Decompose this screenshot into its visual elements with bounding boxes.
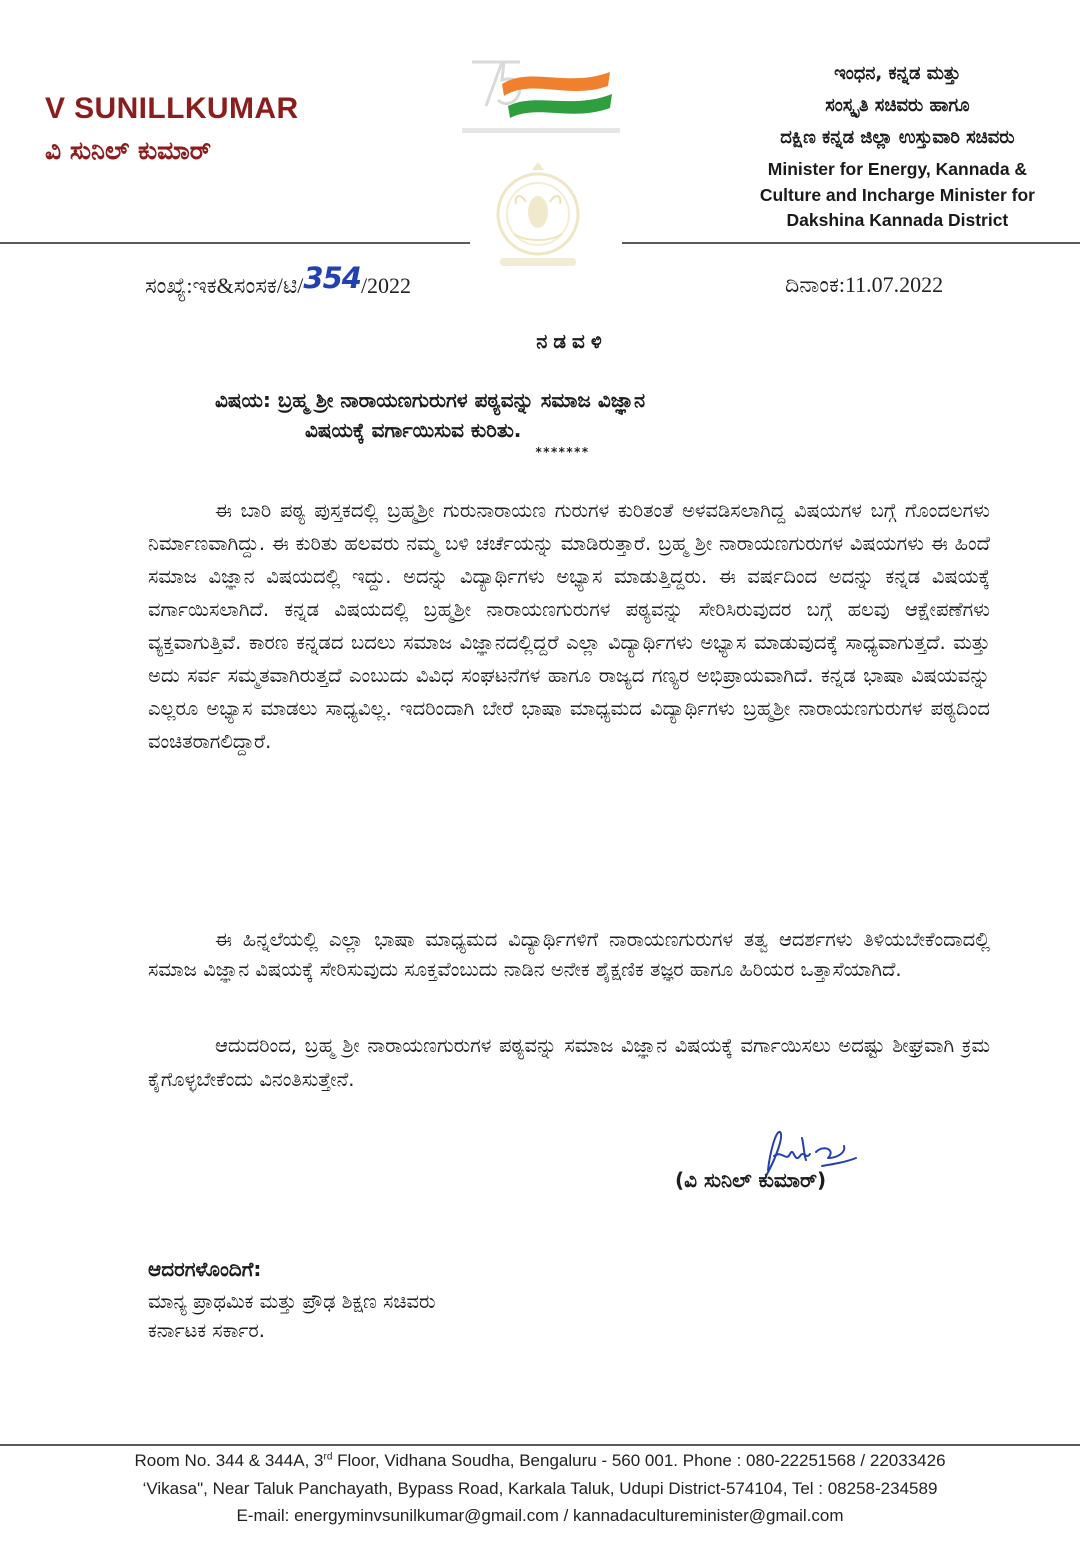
designation-kannada-line: ಇಂಧನ, ಕನ್ನಡ ಮತ್ತು [834,63,961,84]
flag-green-stroke [508,94,612,118]
reference-year: /2022 [360,273,412,298]
subject-separator: ******* [535,445,590,459]
amrit-mahotsav-logo [458,48,628,140]
letterhead-name-kannada: ವಿ ಸುನಿಲ್ ಕುಮಾರ್ [45,136,212,165]
handwritten-reference-number: 354 [303,261,361,295]
signatory-name: (ವಿ ಸುನಿಲ್ ಕುಮಾರ್) [675,1168,827,1192]
header-divider [622,242,1080,244]
recipient-line: ಕರ್ನಾಟಕ ಸರ್ಕಾರ. [148,1319,265,1342]
recipient-block [148,1287,436,1345]
designation-block [760,58,1035,234]
body-paragraph: ಆದುದರಿಂದ, ಬ್ರಹ್ಮ ಶ್ರೀ ನಾರಾಯಣಗುರುಗಳ ಪಠ್ಯವನ್ನು ಸಮಾಜ ವಿಜ್ಞಾನ ವಿಷಯಕ್ಕೆ ವರ್ಗಾಯಿಸಲು ಅದಷ್ಟು ಶೀಘ್ರವಾಗಿ ಕ್ರಮ ಕೈಗೊಳ್ಳಬೇಕೆಂದು ವಿನಂತಿಸುತ್ತೇನೆ. [148,1034,990,1091]
designation-english-line: Culture and Incharge Minister for [759,184,1035,205]
header-divider [0,242,470,244]
body-paragraph: ಈ ಹಿನ್ನಲೆಯಲ್ಲಿ ಎಲ್ಲಾ ಭಾಷಾ ಮಾಧ್ಯಮದ ವಿದ್ಯಾರ್ಥಿಗಳಿಗೆ ನಾರಾಯಣಗುರುಗಳ ತತ್ವ ಆದರ್ಶಗಳು ತಿಳಿಯಬೇಕೆಂದಾದಲ್ಲಿ ಸಮಾಜ ವಿಜ್ಞಾನ ವಿಷಯಕ್ಕೆ ಸೇರಿಸುವುದು ಸೂಕ್ತವೆಂಬುದು ನಾಡಿನ ಅನೇಕ ಶೈಕ್ಷಣಿಕ ತಜ್ಞರ ಹಾಗೂ ಹಿರಿಯರ ಒತ್ತಾಸೆಯಾಗಿದೆ. [148,928,990,981]
document-title: ನಡವಳಿ [536,329,608,353]
karnataka-emblem [476,162,600,274]
letterhead-name-english: V SUNILLKUMAR [45,92,299,125]
recipient-line: ಮಾನ್ಯ ಪ್ರಾಥಮಿಕ ಮತ್ತು ಪ್ರೌಢ ಶಿಕ್ಷಣ ಸಚಿವರು [148,1290,436,1313]
footer-home-address: ‘Vikasa", Near Taluk Panchayath, Bypass Road, Karkala Taluk, Udupi District-574104, Tel : 08258-234589 [142,1478,938,1498]
reference-prefix: ಸಂಖ್ಯೆ:ಇಕ&ಸಂಸಕ/ಟಿ/ [145,273,304,298]
body-paragraph: ಈ ಬಾರಿ ಪಠ್ಯ ಪುಸ್ತಕದಲ್ಲಿ ಬ್ರಹ್ಮಶ್ರೀ ಗುರುನಾರಾಯಣ ಗುರುಗಳ ಕುರಿತಂತೆ ಅಳವಡಿಸಲಾಗಿದ್ದ ವಿಷಯಗಳ ಬಗ್ಗೆ ಗೊಂದಲಗಳು ನಿರ್ಮಾಣವಾಗಿದ್ದು. ಈ ಕುರಿತು ಹಲವರು ನಮ್ಮ ಬಳಿ ಚರ್ಚೆಯನ್ನು ಮಾಡಿರುತ್ತಾರೆ. ಬ್ರಹ್ಮ ಶ್ರೀ ನಾರಾಯಣಗುರುಗಳ ವಿಷಯಗಳು ಈ ಹಿಂದೆ ಸಮಾಜ ವಿಜ್ಞಾನ ವಿಷಯದಲ್ಲಿ ಇದ್ದು. ಅದನ್ನು ವಿದ್ಯಾರ್ಥಿಗಳು ಅಭ್ಯಾಸ ಮಾಡುತ್ತಿದ್ದರು. ಈ ವರ್ಷದಿಂದ ಅದನ್ನು ಕನ್ನಡ ವಿಷಯಕ್ಕೆ ವರ್ಗಾಯಿಸಲಾಗಿದೆ. ಕನ್ನಡ ವಿಷಯದಲ್ಲಿ ಬ್ರಹ್ಮಶ್ರೀ ನಾರಾಯಣಗುರುಗಳ ಪಠ್ಯವನ್ನು ಸೇರಿಸಿರುವುದರ ಬಗ್ಗೆ ಹಲವು ಆಕ್ಷೇಪಣೆಗಳು ವ್ಯಕ್ತವಾಗುತ್ತಿವೆ. ಕಾರಣ ಕನ್ನಡದ ಬದಲು ಸಮಾಜ ವಿಜ್ಞಾನದಲ್ಲಿದ್ದರೆ ಎಲ್ಲಾ ವಿದ್ಯಾರ್ಥಿಗಳು ಅಭ್ಯಾಸ ಮಾಡುವುದಕ್ಕೆ ಸಾಧ್ಯವಾಗುತ್ತದೆ. ಮತ್ತು ಅದು ಸರ್ವ ಸಮ್ಮತವಾಗಿರುತ್ತದೆ ಎಂಬುದು ವಿವಿಧ ಸಂಘಟನೆಗಳ ಹಾಗೂ ರಾಜ್ಯದ ಗಣ್ಯರ ಅಭಿಪ್ರಾಯವಾಗಿದೆ. ಕನ್ನಡ ಭಾಷಾ ವಿಷಯವನ್ನು ಎಲ್ಲರೂ ಅಭ್ಯಾಸ ಮಾಡಲು ಸಾಧ್ಯವಿಲ್ಲ. ಇದರಿಂದಾಗಿ ಬೇರೆ ಭಾಷಾ ಮಾಧ್ಯಮದ ವಿದ್ಯಾರ್ಥಿಗಳು ಬ್ರಹ್ಮಶ್ರೀ ನಾರಾಯಣಗುರುಗಳ ಪಠ್ಯದಿಂದ ವಂಚಿತರಾಗಲಿದ್ದಾರೆ. [148,499,990,753]
copy-to-label: ಆದರಗಳೊಂದಿಗೆ: [148,1257,262,1281]
designation-kannada-line: ಸಂಸ್ಕೃತಿ ಸಚಿವರು ಹಾಗೂ [825,95,970,116]
letter-date: ದಿನಾಂಕ:11.07.2022 [785,272,944,297]
subject-line: ವಿಷಯ: ಬ್ರಹ್ಮ ಶ್ರೀ ನಾರಾಯಣಗುರುಗಳ ಪಠ್ಯವನ್ನು ಸಮಾಜ ವಿಜ್ಞಾನ [215,388,646,412]
footer-email: E-mail: energyminvsunilkumar@gmail.com / kannadacultureminister@gmail.com [236,1506,844,1525]
designation-kannada-line: ದಕ್ಷಿಣ ಕನ್ನಡ ಜಿಲ್ಲಾ ಉಸ್ತುವಾರಿ ಸಚಿವರು [780,127,1015,148]
footer-address [0,1447,1080,1530]
footer-divider [0,1444,1080,1446]
designation-english-line: Dakshina Kannada District [786,210,1009,230]
reference-number [145,261,412,303]
footer-office-address: Room No. 344 & 344A, 3rd Floor, Vidhana Soudha, Bengaluru - 560 001. Phone : 080-22251568 / 22033426 [134,1451,946,1470]
designation-english-line: Minister for Energy, Kannada & [767,159,1028,179]
subject-line: ವಿಷಯಕ್ಕೆ ವರ್ಗಾಯಿಸುವ ಕುರಿತು. [305,418,522,442]
